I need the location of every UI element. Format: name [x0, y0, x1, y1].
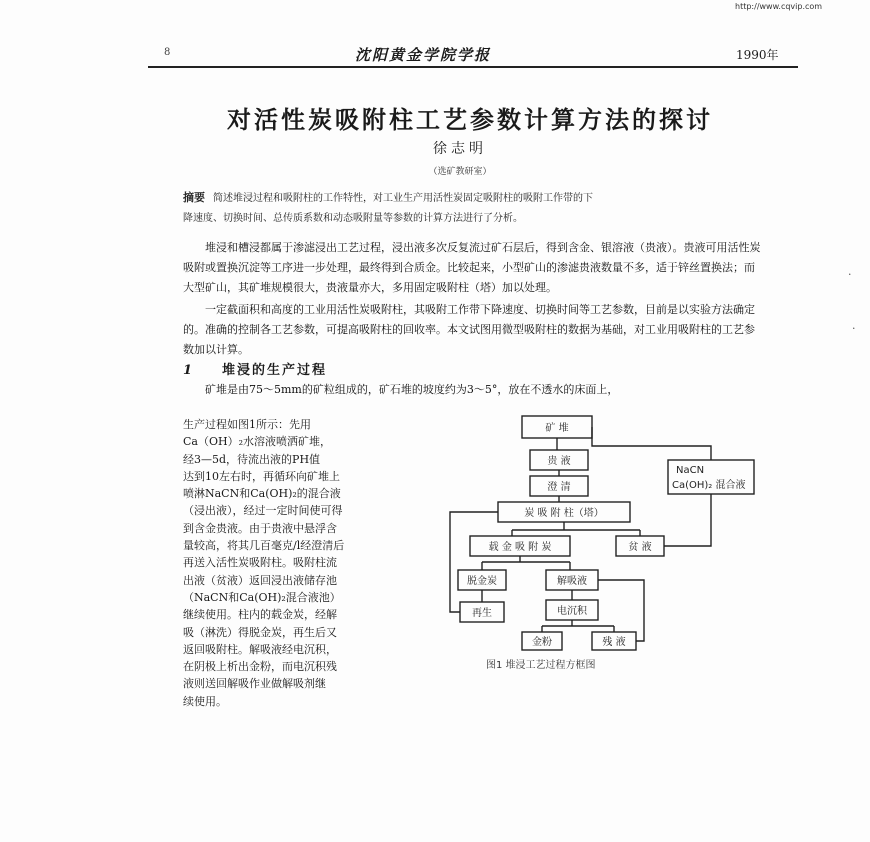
journal-name: 沈阳黄金学院学报	[355, 46, 492, 64]
label-stripped-carbon: 脱金炭	[467, 576, 497, 587]
label-pregnant: 贵 液	[547, 456, 571, 467]
journal-year: 1990年	[736, 48, 779, 62]
left-column-line: 到含金贵液。由于贵液中悬浮含	[183, 521, 337, 535]
left-column-line: 生产过程如图1所示：先用	[183, 418, 311, 431]
paragraph-1: 堆浸和槽浸都属于渗滤浸出工艺过程，浸出液多次反复流过矿石层后，得到含金、银溶液（贵液）。贵液可用活性炭吸附或置换沉淀等工序进一步处理，最终得到合质金。比较起来，小型矿山的渗滤贵液数量不多，适于锌丝置换法；而大型矿山，其矿堆规模很大，贵液量亦大，多用固定吸附柱（塔）加以处理。	[183, 241, 761, 294]
section-heading	[183, 359, 327, 378]
label-gold: 金粉	[532, 637, 552, 648]
label-ore: 矿 堆	[545, 423, 569, 434]
label-residue: 残 液	[602, 637, 626, 648]
arrow-barren-mix	[664, 494, 711, 546]
section-title: 堆浸的生产过程	[222, 363, 328, 378]
paper-title: 对活性炭吸附柱工艺参数计算方法的探讨	[227, 105, 713, 134]
left-column-line: 出液（贫液）返回浸出液储存池	[183, 573, 337, 587]
label-strip-solution: 解吸液	[557, 576, 587, 587]
abstract-label: 摘要	[183, 191, 205, 204]
paragraph-3: 矿堆是由75～5mm的矿粒组成的，矿石堆的坡度约为3～5°，放在不透水的床面上，	[205, 383, 619, 396]
left-column-line: 续使用。	[183, 694, 227, 708]
author-affiliation: （选矿教研室）	[428, 167, 492, 177]
left-column-line: 经3—5d，待流出液的PH值	[183, 452, 321, 466]
left-column-line: 在阴极上析出金粉，而电沉积残	[183, 660, 337, 674]
left-column-line: 液则送回解吸作业做解吸剂继	[183, 677, 326, 691]
abstract-text-2: 降速度、切换时间、总传质系数和动态吸附量等参数的计算方法进行了分析。	[183, 213, 523, 224]
left-column-line: 喷淋NaCN和Ca(OH)₂的混合液	[183, 487, 341, 501]
paragraph-2: 一定截面积和高度的工业用活性炭吸附柱，其吸附工作带下降速度、切换时间等工艺参数，目前是以实验方法确定的。准确的控制各工艺参数，可提高吸附柱的回收率。本文试图用微型吸附柱的数据为基础，对工业用吸附柱的工艺参数加以计算。	[183, 303, 755, 356]
label-mix-line2: Ca(OH)₂ 混合液	[672, 480, 746, 491]
label-electro: 电沉积	[557, 606, 587, 617]
margin-mark-2: ·	[852, 322, 856, 335]
left-column-text	[183, 416, 415, 710]
abstract	[183, 188, 743, 229]
left-column-line: 达到10左右时，再循环向矿堆上	[183, 469, 340, 483]
arrow-mix-ore	[592, 427, 711, 460]
left-column-line: 量较高，将其几百毫克/l经澄清后	[183, 539, 345, 553]
label-mix-line1: NaCN	[676, 465, 705, 476]
left-column-line: （浸出液），经过一定时间使可得	[183, 504, 343, 518]
left-column-line: 吸（淋洗）得脱金炭，再生后又	[183, 625, 337, 639]
watermark-url: http://www.cqvip.com	[735, 2, 823, 11]
page-number: 8	[164, 47, 171, 58]
process-flow-diagram	[440, 410, 770, 680]
abstract-text-1: 简述堆浸过程和吸附柱的工作特性，对工业生产用活性炭固定吸附柱的吸附工作带的下	[213, 193, 593, 204]
left-column-line: （NaCN和Ca(OH)₂混合液池）	[183, 590, 341, 604]
header-rule	[148, 66, 798, 68]
left-column-line: 继续使用。柱内的载金炭，经解	[183, 608, 337, 622]
margin-mark: ·	[848, 268, 852, 281]
figure-caption: 图1 堆浸工艺过程方框图	[486, 660, 596, 671]
left-column-line: 再送入活性炭吸附柱。吸附柱流	[183, 556, 337, 570]
label-regen: 再生	[472, 608, 492, 619]
label-column: 炭 吸 附 柱（塔）	[524, 508, 604, 519]
section-number: 1	[183, 363, 195, 378]
label-clarify: 澄 清	[547, 482, 571, 493]
left-column-line: 返回吸附柱。解吸液经电沉积，	[183, 642, 337, 656]
author-name: 徐志明	[433, 141, 487, 157]
label-loaded-carbon: 载 金 吸 附 炭	[488, 542, 552, 553]
label-barren: 贫 液	[628, 542, 652, 553]
abstract-line-1	[183, 188, 743, 209]
left-column-line: Ca（OH）₂水溶液喷洒矿堆，	[183, 435, 331, 449]
